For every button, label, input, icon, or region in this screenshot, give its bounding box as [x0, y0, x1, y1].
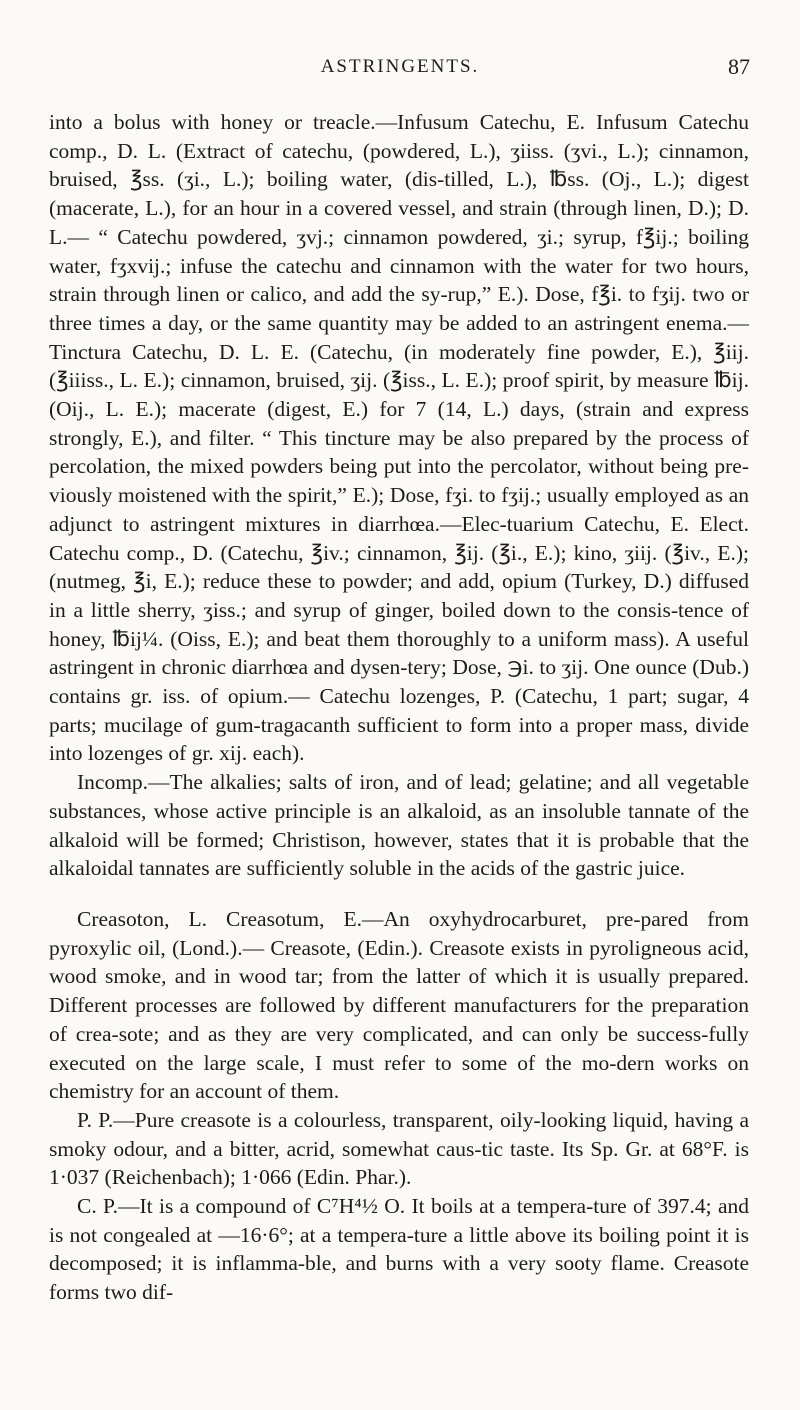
body-text — [49, 108, 749, 1307]
paragraph-chemical-properties: C. P.—It is a compound of C⁷H⁴½ O. It boils at a tempera-ture of 397.4; and is not congealed at —16·6°; at a tempera-ture a little above its boiling point it is decomposed; it is inflamma-ble, and burns with a very sooty flame. Creasote forms two dif- — [49, 1194, 749, 1305]
paragraph-catechu-preparations: into a bolus with honey or treacle.—Infusum Catechu, E. Infusum Catechu comp., D. L. (Extract of catechu, (powdered, L.), ʒiiss. (ʒvi., L.); cinnamon, bruised, ℥ss. (ʒi., L.); boiling water, (dis-tilled, L.), ℔ss. (Oj., L.); digest (macerate, L.), for an hour in a covered vessel, and strain (through linen, D.); D. L.— “ Catechu powdered, ʒvj.; cinnamon powdered, ʒi.; syrup, f℥ij.; boiling water, fʒxvij.; infuse the catechu and cinnamon with the water for two hours, strain through linen or calico, and add the sy-rup,” E.). Dose, f℥i. to fʒij. two or three times a day, or the same quantity may be added to an astringent enema.— Tinctura Catechu, D. L. E. (Catechu, (in moderately fine powder, E.), ℥iij. (℥iiiss., L. E.); cinnamon, bruised, ʒij. (℥iss., L. E.); proof spirit, by measure ℔ij. (Oij., L. E.); macerate (digest, E.) for 7 (14, L.) days, (strain and express strongly, E.), and filter. “ This tincture may be also prepared by the process of percolation, the mixed powders being put into the percolator, without being pre-viously moistened with the spirit,” E.); Dose, fʒi. to fʒij.; usually employed as an adjunct to astringent mixtures in diarrhœa.—Elec-tuarium Catechu, E. Elect. Catechu comp., D. (Catechu, ℥iv.; cinnamon, ℥ij. (℥i., E.); kino, ʒiij. (℥iv., E.); (nutmeg, ℥i, E.); reduce these to powder; and add, opium (Turkey, D.) diffused in a little sherry, ʒiss.; and syrup of ginger, boiled down to the consis-tence of honey, ℔ij¼. (Oiss, E.); and beat them thoroughly to a uniform mass). A useful astringent in chronic diarrhœa and dysen-tery; Dose, ℈i. to ʒij. One ounce (Dub.) contains gr. iss. of opium.— Catechu lozenges, P. (Catechu, 1 part; sugar, 4 parts; mucilage of gum-tragacanth sufficient to form into a proper mass, divide into lozenges of gr. xij. each). — [49, 110, 749, 766]
running-head: ASTRINGENTS. — [320, 56, 480, 77]
page-number: 87 — [728, 54, 750, 79]
paragraph-creasoton: Creasoton, L. Creasotum, E.—An oxyhydrocarburet, pre-pared from pyroxylic oil, (Lond.).— Creasote, (Edin.). Creasote exists in pyroligneous acid, wood smoke, and in wood tar; from the latter of which it is usually prepared. Different processes are followed by different manufacturers for the preparation of crea-sote; and as they are very complicated, and can only be success-fully executed on the large scale, I must refer to some of the mo-dern works on chemistry for an account of them. — [49, 906, 749, 1104]
paragraph-incompatibles: Incomp.—The alkalies; salts of iron, and of lead; gelatine; and all vegetable substances, whose active principle is an alkaloid, as an insoluble tannate of the alkaloid will be formed; Christison, however, states that it is probable that the alkaloidal tannates are sufficiently soluble in the acids of the gastric juice. — [49, 770, 749, 881]
page-header — [0, 56, 800, 86]
paragraph-physical-properties: P. P.—Pure creasote is a colourless, transparent, oily-looking liquid, having a smoky odour, and a bitter, acrid, somewhat caus-tic taste. Its Sp. Gr. at 68°F. is 1·037 (Reichenbach); 1·066 (Edin. Phar.). — [49, 1107, 749, 1190]
